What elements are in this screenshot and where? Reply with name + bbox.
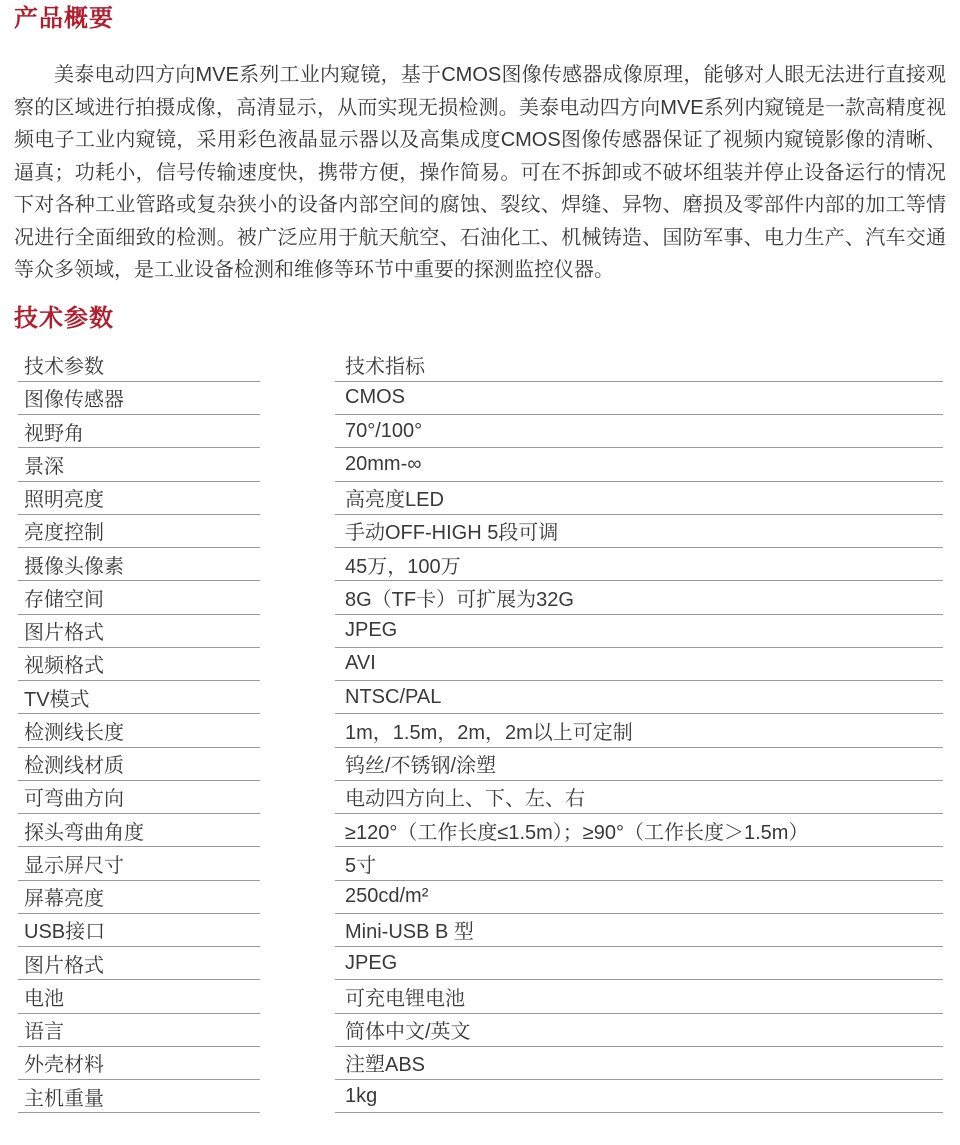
spec-value: CMOS <box>335 382 943 415</box>
spec-param: 可弯曲方向 <box>18 781 260 814</box>
spec-param: 亮度控制 <box>18 515 260 548</box>
spec-row-brightness-control <box>0 515 960 548</box>
spec-param: USB接口 <box>18 914 260 947</box>
spec-value: 电动四方向上、下、左、右 <box>335 781 943 814</box>
spec-param: 主机重量 <box>18 1080 260 1113</box>
spec-row-image-format-2 <box>0 947 960 980</box>
spec-row-camera-pixels <box>0 548 960 581</box>
spec-row-image-sensor <box>0 382 960 415</box>
spec-param: 外壳材料 <box>18 1047 260 1080</box>
spec-value: 5寸 <box>335 847 943 880</box>
spec-row-usb-port <box>0 914 960 947</box>
spec-param: 显示屏尺寸 <box>18 847 260 880</box>
spec-row-screen-size <box>0 847 960 880</box>
spec-param: 检测线材质 <box>18 748 260 781</box>
spec-param: 电池 <box>18 980 260 1013</box>
spec-value: JPEG <box>335 615 943 648</box>
spec-value: 20mm-∞ <box>335 448 943 481</box>
spec-row-probe-length <box>0 714 960 747</box>
spec-row-tv-mode <box>0 681 960 714</box>
spec-value: 手动OFF-HIGH 5段可调 <box>335 515 943 548</box>
spec-param: 语言 <box>18 1014 260 1047</box>
spec-value: 70°/100° <box>335 415 943 448</box>
spec-value: 钨丝/不锈钢/涂塑 <box>335 748 943 781</box>
overview-section-title: 产品概要 <box>14 5 114 32</box>
spec-value: ≥120°（工作长度≤1.5m）；≥90°（工作长度＞1.5m） <box>335 814 943 847</box>
spec-param: 图片格式 <box>18 615 260 648</box>
spec-value: 简体中文/英文 <box>335 1014 943 1047</box>
spec-param: 屏幕亮度 <box>18 881 260 914</box>
spec-row-screen-brightness <box>0 881 960 914</box>
spec-row-field-of-view <box>0 415 960 448</box>
spec-param: 图片格式 <box>18 947 260 980</box>
overview-paragraph: 美泰电动四方向MVE系列工业内窥镜，基于CMOS图像传感器成像原理，能够对人眼无法进行直接观察的区域进行拍摄成像，高清显示，从而实现无损检测。美泰电动四方向MVE系列内窥镜是一款高精度视频电子工业内窥镜，采用彩色液晶显示器以及高集成度CMOS图像传感器保证了视频内窥镜影像的清晰、逼真；功耗小，信号传输速度快，携带方便，操作简易。可在不拆卸或不破坏组装并停止设备运行的情况下对各种工业管路或复杂狭小的设备内部空间的腐蚀、裂纹、焊缝、异物、磨损及零部件内部的加工等情况进行全面细致的检测。被广泛应用于航天航空、石油化工、机械铸造、国防军事、电力生产、汽车交通等众多领域，是工业设备检测和维修等环节中重要的探测监控仪器。 <box>14 64 946 281</box>
spec-row-video-format <box>0 648 960 681</box>
spec-value: 1m，1.5m，2m，2m以上可定制 <box>335 714 943 747</box>
spec-row-depth-of-field <box>0 448 960 481</box>
spec-header-param: 技术参数 <box>18 349 260 382</box>
spec-param: 存储空间 <box>18 581 260 614</box>
spec-param: 图像传感器 <box>18 382 260 415</box>
spec-table <box>0 349 960 1114</box>
spec-value: NTSC/PAL <box>335 681 943 714</box>
spec-param: TV模式 <box>18 681 260 714</box>
spec-param: 检测线长度 <box>18 714 260 747</box>
spec-param: 视野角 <box>18 415 260 448</box>
spec-header-row <box>0 349 960 382</box>
spec-row-host-weight <box>0 1080 960 1113</box>
spec-param: 照明亮度 <box>18 482 260 515</box>
spec-row-illumination <box>0 482 960 515</box>
spec-param: 探头弯曲角度 <box>18 814 260 847</box>
spec-param: 视频格式 <box>18 648 260 681</box>
spec-row-bend-direction <box>0 781 960 814</box>
spec-param: 景深 <box>18 448 260 481</box>
spec-value: 45万，100万 <box>335 548 943 581</box>
spec-value: 注塑ABS <box>335 1047 943 1080</box>
spec-value: 1kg <box>335 1080 943 1113</box>
spec-row-battery <box>0 980 960 1013</box>
spec-param: 摄像头像素 <box>18 548 260 581</box>
spec-value: 可充电锂电池 <box>335 980 943 1013</box>
spec-row-language <box>0 1014 960 1047</box>
spec-row-storage <box>0 581 960 614</box>
spec-value: 250cd/m² <box>335 881 943 914</box>
spec-value: JPEG <box>335 947 943 980</box>
specs-section-title: 技术参数 <box>14 304 114 332</box>
spec-value: 高亮度LED <box>335 482 943 515</box>
spec-value: AVI <box>335 648 943 681</box>
spec-row-bend-angle <box>0 814 960 847</box>
spec-row-probe-material <box>0 748 960 781</box>
spec-row-image-format <box>0 615 960 648</box>
spec-row-shell-material <box>0 1047 960 1080</box>
spec-value: 8G（TF卡）可扩展为32G <box>335 581 943 614</box>
spec-value: Mini-USB B 型 <box>335 914 943 947</box>
spec-header-value: 技术指标 <box>335 349 943 382</box>
